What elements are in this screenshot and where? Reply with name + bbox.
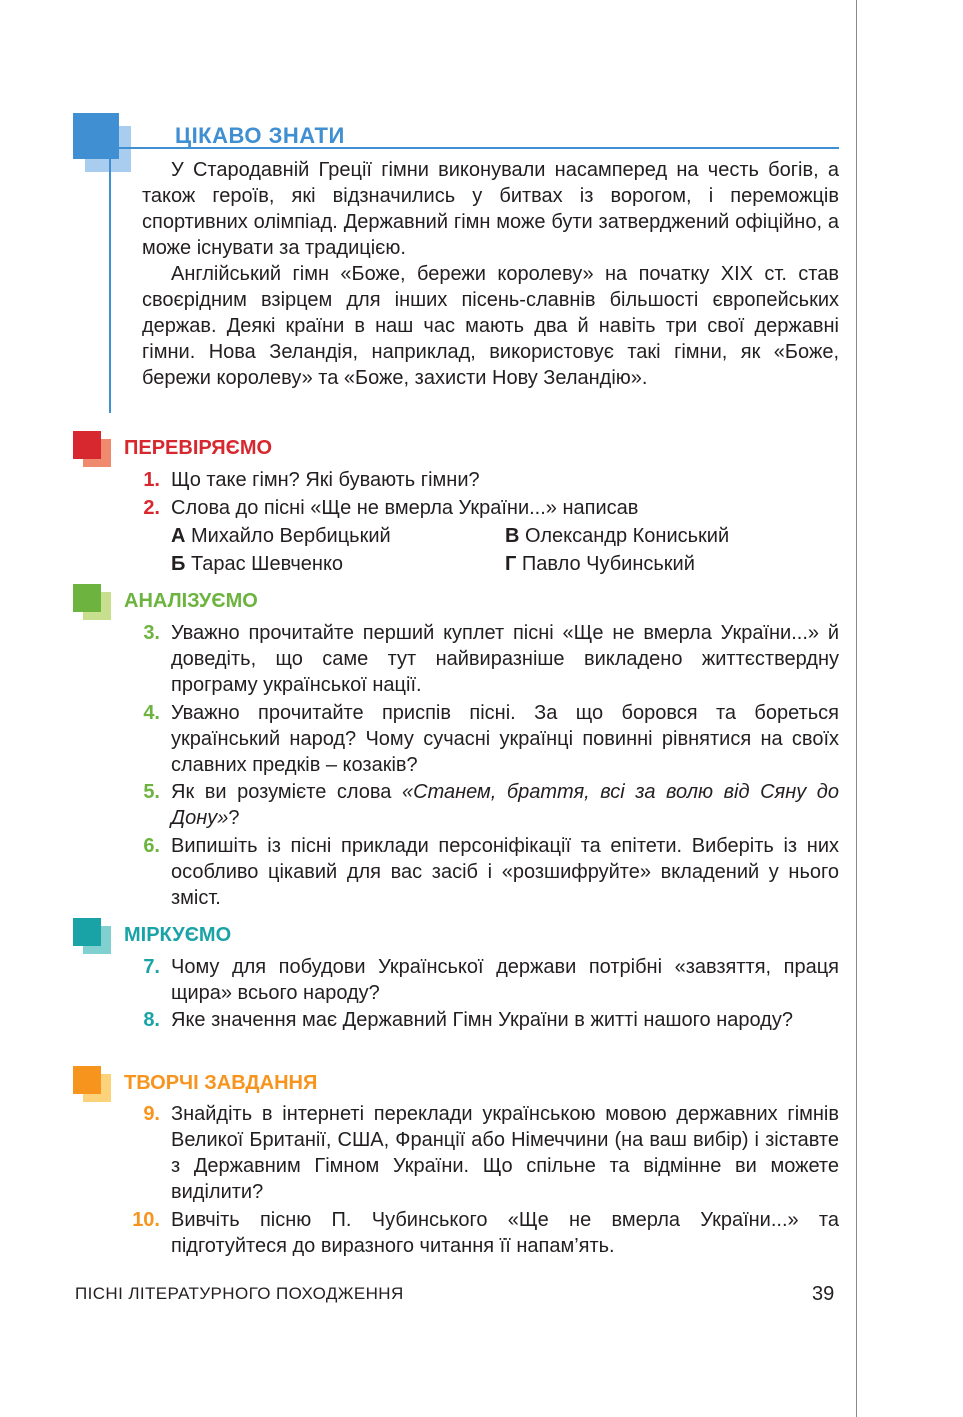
option-letter: Б: [171, 553, 186, 575]
question-text: Уважно прочитайте приспів пісні. За що боровся та бореться український народ? Чому сучасні українці повинні рівнятися на своїх славних предків – козаків?: [171, 702, 839, 776]
question-1: [124, 467, 839, 493]
question-number: 2.: [143, 497, 160, 519]
question-text-plain: Як ви розумієте слова: [171, 781, 402, 803]
question-4: [124, 700, 839, 778]
question-number: 8.: [143, 1009, 160, 1031]
question-9: [124, 1101, 839, 1205]
answer-option-g: [505, 551, 695, 577]
info-paragraph-1: У Стародавній Греції гімни виконували насамперед на честь богів, а також героїв, які відзначились у битвах із ворогом, і переможців спортивних олімпіад. Державний гімн може бути затверджений офіційно, а може існувати за традицією.: [142, 159, 839, 259]
info-paragraph-2: Англійський гімн «Боже, бережи королеву» на початку XIX ст. став своєрідним взірцем для інших пісень-славнів більшості європейських держав. Деякі країни в наш час мають два й навіть три свої державні гімни. Нова Зеландія, наприклад, використовує такі гімни, як «Боже, бережи королеву» та «Боже, захисти Нову Зеландію».: [142, 263, 839, 389]
answer-option-a: [171, 523, 391, 549]
question-text: Яке значення має Державний Гімн України в житті нашого народу?: [171, 1009, 793, 1031]
running-footer-title: ПІСНІ ЛІТЕРАТУРНОГО ПОХОДЖЕННЯ: [75, 1284, 404, 1303]
question-text: Слова до пісні «Ще не вмерла України...» написав: [171, 497, 639, 519]
section-decor-square: [73, 584, 101, 612]
section-decor-square: [73, 1066, 101, 1094]
option-letter: Г: [505, 553, 517, 575]
question-number: 6.: [143, 835, 160, 857]
question-quote: «Станем, браття, всі за волю від Сяну до Дону»: [171, 781, 839, 829]
question-number: 3.: [143, 622, 160, 644]
question-text: Що таке гімн? Які бувають гімни?: [171, 469, 480, 491]
question-number: 1.: [143, 469, 160, 491]
section-decor-square: [73, 431, 101, 459]
question-number: 5.: [143, 781, 160, 803]
question-text: Випишіть із пісні приклади персоніфікації та епітети. Виберіть із них особливо цікавий для вас засіб і «розшифруйте» вкладений у нього зміст.: [171, 835, 839, 909]
question-text: Знайдіть в інтернеті переклади українською мовою державних гімнів Великої Британії, США, Франції або Німеччини (на ваш вибір) і зіставте з Державним Гімном України. Що спільне та відмінне ви можете виділити?: [171, 1103, 839, 1203]
question-text: Чому для побудови Української держави потрібні «завзяття, праця щира» всього народу?: [171, 956, 839, 1004]
answer-option-v: [505, 523, 729, 549]
page-number: 39: [812, 1283, 835, 1305]
section-decor-square: [73, 918, 101, 946]
section-header-think: [73, 918, 473, 958]
question-text: [171, 779, 839, 831]
question-number: 9.: [143, 1103, 160, 1125]
option-text: Михайло Вербицький: [191, 525, 391, 547]
question-6: [124, 833, 839, 911]
section-title-check: ПЕРЕВІРЯЄМО: [124, 437, 273, 459]
question-10: [124, 1207, 839, 1259]
option-letter: В: [505, 525, 520, 547]
section-title-creative: ТВОРЧІ ЗАВДАННЯ: [124, 1072, 318, 1094]
page-edge-line: [856, 0, 857, 1417]
question-text: Уважно прочитайте перший куплет пісні «Ще не вмерла України...» й доведіть, що саме тут найвиразніше викладено життєствердну програму української нації.: [171, 622, 839, 696]
question-2: [124, 495, 839, 521]
question-text-end: ?: [228, 807, 240, 829]
section-header-creative: [73, 1066, 473, 1106]
question-8: [124, 1007, 839, 1033]
option-text: Олександр Кониський: [525, 525, 730, 547]
question-7: [124, 954, 839, 1006]
question-3: [124, 620, 839, 698]
question-number: 4.: [143, 702, 160, 724]
section-header-analyze: [73, 584, 473, 624]
info-decor-square: [73, 113, 119, 159]
section-header-check: [73, 431, 473, 471]
question-5: [124, 779, 839, 831]
option-letter: А: [171, 525, 186, 547]
answer-option-b: [171, 551, 343, 577]
option-text: Тарас Шевченко: [190, 553, 344, 575]
info-box-text: [142, 157, 839, 391]
question-number: 10.: [132, 1209, 160, 1231]
question-text: Вивчіть пісню П. Чубинського «Ще не вмерла України...» та підготуйтеся до виразного читання її напам’ять.: [171, 1209, 839, 1257]
section-title-analyze: АНАЛІЗУЄМО: [124, 590, 258, 612]
info-box-title: ЦІКАВО ЗНАТИ: [175, 123, 345, 148]
section-title-think: МІРКУЄМО: [124, 924, 232, 946]
info-side-line: [109, 159, 111, 413]
question-number: 7.: [143, 956, 160, 978]
option-text: Павло Чубинський: [521, 553, 695, 575]
